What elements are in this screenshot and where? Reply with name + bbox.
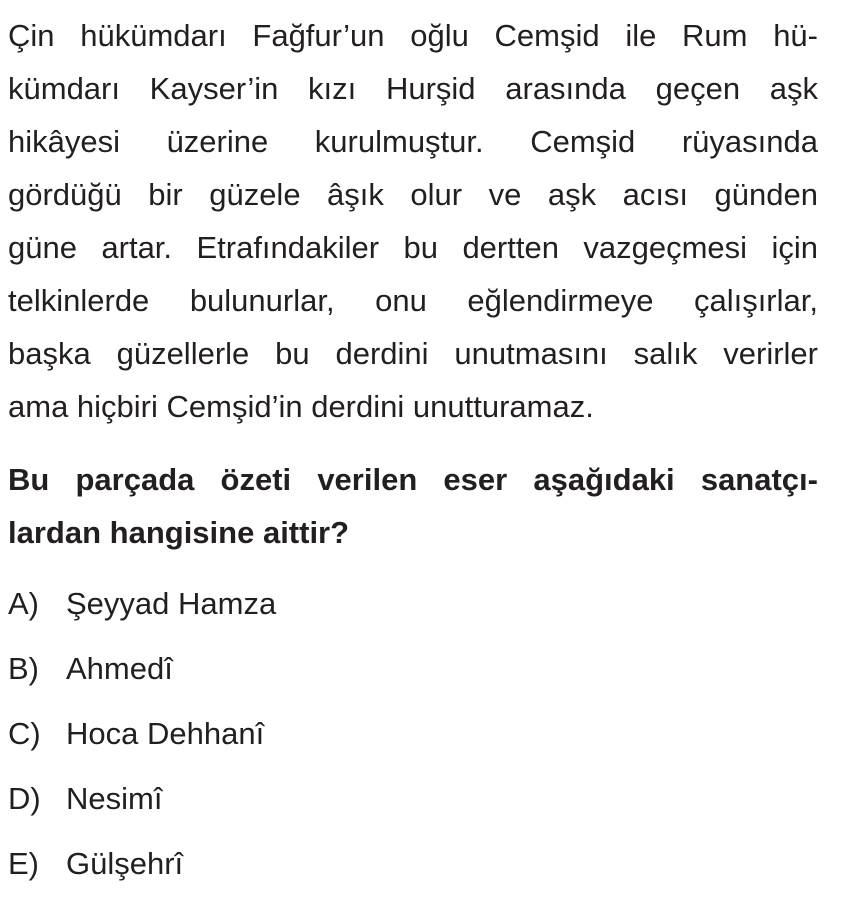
question-page <box>8 0 818 896</box>
option-text: Şeyyad Hamza <box>66 585 277 621</box>
option-e[interactable] <box>8 831 818 896</box>
answer-options <box>8 571 818 896</box>
option-a[interactable] <box>8 571 818 636</box>
option-letter: C) <box>8 715 41 751</box>
passage-line: telkinlerde bulunurlar, onu eğlendirmeye çalışırlar, <box>8 283 818 318</box>
passage-line: başka güzellerle bu derdini unutmasını salık verirler <box>8 336 818 371</box>
option-letter: D) <box>8 780 41 816</box>
option-text: Nesimî <box>66 780 163 816</box>
passage <box>8 0 818 433</box>
question-stem <box>8 453 818 559</box>
passage-line: Çin hükümdarı Fağfur’un oğlu Cemşid ile Rum hü- <box>8 18 818 53</box>
option-text: Ahmedî <box>66 650 173 686</box>
option-letter: B) <box>8 650 39 686</box>
option-c[interactable] <box>8 701 818 766</box>
passage-line: ama hiçbiri Cemşid’in derdini unutturamaz. <box>8 389 594 424</box>
option-b[interactable] <box>8 636 818 701</box>
option-d[interactable] <box>8 766 818 831</box>
option-letter: A) <box>8 585 39 621</box>
option-letter: E) <box>8 845 39 881</box>
question-line: lardan hangisine aittir? <box>8 515 350 550</box>
passage-line: kümdarı Kayser’in kızı Hurşid arasında geçen aşk <box>8 71 818 106</box>
passage-line: gördüğü bir güzele âşık olur ve aşk acısı günden <box>8 177 818 212</box>
passage-line: hikâyesi üzerine kurulmuştur. Cemşid rüyasında <box>8 124 818 159</box>
option-text: Gülşehrî <box>66 845 184 881</box>
option-text: Hoca Dehhanî <box>66 715 265 751</box>
passage-line: güne artar. Etrafındakiler bu dertten vazgeçmesi için <box>8 230 818 265</box>
question-line: Bu parçada özeti verilen eser aşağıdaki sanatçı- <box>8 462 818 497</box>
